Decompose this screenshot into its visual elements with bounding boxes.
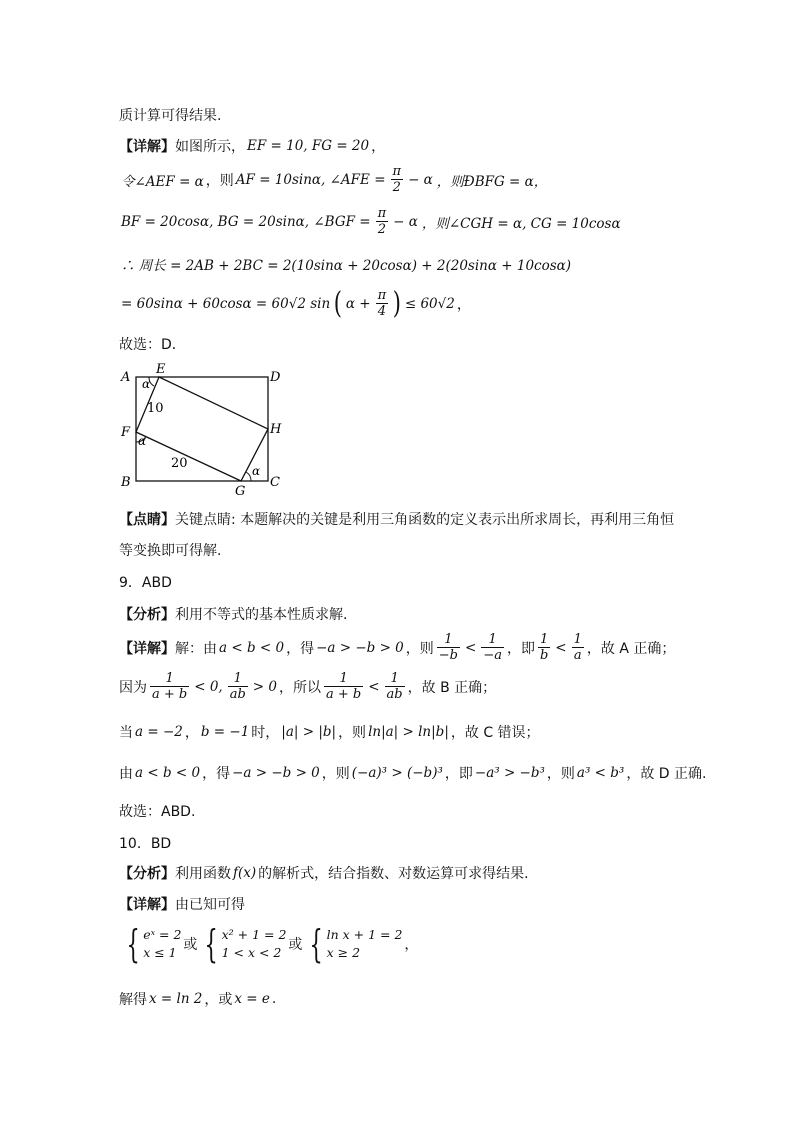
- text: ，故 A 正确；: [586, 640, 676, 657]
- text: 因为: [119, 679, 147, 696]
- math-expr: −a > −b > 0: [232, 765, 320, 781]
- numerator: π: [377, 206, 387, 221]
- remark-text: 关键点睛: 本题解决的关键是利用三角函数的定义表示出所求周长，再利用三角恒: [175, 512, 675, 528]
- text: ，则: [546, 766, 575, 782]
- brace: {: [309, 922, 324, 966]
- fraction: [150, 671, 189, 702]
- problem-heading: [119, 572, 172, 592]
- remark-line: [119, 509, 674, 529]
- denominator: ab: [229, 687, 246, 702]
- punct: ，: [404, 937, 419, 953]
- fraction: [324, 671, 363, 702]
- math-expr: b = −1: [200, 724, 250, 740]
- alpha-label-g: α: [252, 464, 261, 478]
- numerator: 1: [539, 632, 549, 647]
- denominator: b: [539, 648, 549, 663]
- right-paren: ): [392, 285, 402, 321]
- text: 利用函数: [175, 866, 231, 882]
- answer-line: [119, 334, 186, 354]
- math-expr: 令∠AEF = α: [121, 173, 204, 190]
- text: ，则: [338, 725, 367, 741]
- denominator: −b: [438, 648, 458, 663]
- text: ，得: [202, 766, 231, 782]
- detail-line: [119, 763, 706, 783]
- math-line: [119, 164, 549, 195]
- system-row: x ≥ 2: [326, 945, 361, 960]
- less-than: <: [465, 639, 477, 656]
- text: ，故 C 错误；: [450, 725, 540, 741]
- vertex-label-c: C: [270, 475, 280, 490]
- text: 解：由: [175, 640, 217, 657]
- math-expr: ln|a| > ln|b|: [368, 724, 449, 740]
- problem-heading: [119, 833, 171, 853]
- detail-line: [119, 894, 245, 914]
- denominator: ab: [386, 687, 403, 702]
- numerator: 1: [444, 632, 453, 647]
- analysis-tag: 【分析】: [119, 607, 175, 623]
- math-expr: f(x): [233, 865, 257, 881]
- less-than: <: [555, 639, 567, 656]
- outer-rectangle: [136, 377, 268, 481]
- vertex-label-f: F: [121, 425, 131, 440]
- denominator: −a: [483, 648, 502, 663]
- answer-line: [119, 801, 195, 821]
- fraction: [228, 671, 248, 702]
- punct: .: [271, 991, 277, 1007]
- perimeter-expr: ∴ 周长 = 2AB + 2BC = 2(10sinα + 20cosα) + 2(20sinα + 10cosα): [121, 258, 572, 274]
- rectangle-figure: [112, 362, 302, 497]
- numerator: 1: [339, 671, 348, 686]
- denominator: 2: [392, 180, 401, 195]
- or-text: 或: [183, 937, 198, 953]
- alpha-label-a: α: [142, 377, 151, 391]
- fraction: [437, 632, 460, 663]
- punct: ，: [371, 139, 386, 155]
- length-label-fg: 20: [171, 456, 188, 471]
- text: 如图所示，: [175, 139, 245, 155]
- text: ，故 B 正确；: [407, 679, 497, 696]
- remark-text: 等变换即可得解.: [119, 543, 222, 559]
- denominator: a + b: [152, 687, 188, 702]
- detail-tag: 【详解】: [119, 139, 175, 155]
- numerator: 1: [233, 671, 242, 686]
- vertex-label-g: G: [235, 484, 246, 497]
- left-paren: (: [333, 285, 343, 321]
- text: 由已知可得: [175, 897, 245, 913]
- detail-line: [119, 671, 496, 702]
- math-expr: (−a)³ > (−b)³: [351, 765, 443, 781]
- numerator: 1: [390, 671, 399, 686]
- continuation-text: 质计算可得结果.: [119, 108, 222, 124]
- numerator: 1: [488, 632, 497, 647]
- denominator: a: [573, 648, 582, 663]
- fraction: [385, 671, 405, 702]
- text: ，则: [205, 172, 234, 189]
- analysis-text: 利用不等式的基本性质求解.: [175, 607, 348, 623]
- math-expr: − α: [408, 171, 433, 188]
- inner-rectangle: [136, 377, 268, 481]
- text: ，即: [444, 766, 473, 782]
- denominator: a + b: [326, 687, 362, 702]
- fraction: [391, 164, 404, 195]
- text: ，或: [204, 992, 233, 1008]
- math-expr: −a > −b > 0: [316, 639, 404, 656]
- text: ，则: [405, 640, 434, 657]
- detail-tag: 【详解】: [119, 897, 175, 913]
- math-expr: a < b < 0: [219, 639, 285, 656]
- answer-text: 故选：D．: [119, 337, 186, 353]
- text: ，则: [321, 766, 350, 782]
- problem-number: 10．BD: [119, 836, 172, 852]
- system-row: x ≤ 1: [143, 945, 177, 960]
- fraction: [572, 632, 584, 663]
- detail-tag: 【详解】: [119, 640, 175, 657]
- vertex-label-e: E: [156, 362, 166, 377]
- detail-line: [119, 722, 540, 742]
- math-expr: EF = 10, FG = 20: [247, 138, 370, 154]
- text: 时，: [251, 725, 280, 741]
- math-expr: = 60sinα + 60cosα = 60√2 sin: [121, 295, 331, 312]
- denominator: 2: [377, 222, 386, 237]
- detail-line: [119, 136, 385, 156]
- math-expr: a³ < b³: [576, 765, 625, 781]
- math-expr: −a³ > −b³: [474, 765, 545, 781]
- system-row: ln x + 1 = 2: [326, 927, 403, 942]
- math-line: [119, 285, 471, 321]
- denominator: 4: [377, 304, 386, 319]
- length-label-ef: 10: [147, 401, 164, 416]
- vertex-label-a: A: [121, 370, 131, 385]
- analysis-line: [119, 863, 529, 883]
- math-expr: x = ln 2: [149, 991, 203, 1007]
- solution-line: [119, 989, 276, 1009]
- numerator: 1: [573, 632, 582, 647]
- text: 当: [119, 725, 133, 741]
- text-line: [119, 540, 221, 560]
- detail-line: [119, 632, 675, 663]
- text: 的解析式，结合指数、对数运算可求得结果.: [258, 866, 529, 882]
- text: 解得: [119, 992, 147, 1008]
- punct: ，: [456, 296, 471, 313]
- problem-number: 9．ABD: [119, 575, 172, 591]
- math-expr: − α: [393, 213, 418, 230]
- math-expr: a < b < 0: [135, 765, 201, 781]
- text: 由: [119, 766, 133, 782]
- fraction: [376, 206, 389, 237]
- numerator: 1: [165, 671, 174, 686]
- math-expr: α +: [345, 295, 371, 312]
- math-expr: > 0: [252, 678, 277, 695]
- less-than: <: [368, 678, 380, 695]
- analysis-line: [119, 604, 347, 624]
- or-text: 或: [288, 937, 303, 953]
- math-line: [119, 254, 573, 274]
- fraction: [376, 288, 389, 319]
- math-expr: ≤ 60√2: [404, 295, 455, 312]
- analysis-tag: 【分析】: [119, 866, 175, 882]
- equation-system: [199, 922, 287, 966]
- text: ，所以: [279, 679, 321, 696]
- math-expr: AF = 10sinα, ∠AFE =: [235, 171, 386, 188]
- system-row: eˣ = 2: [143, 927, 182, 942]
- alpha-label-f: α: [138, 434, 147, 448]
- vertex-label-h: H: [270, 422, 282, 437]
- math-expr: < 0,: [194, 678, 223, 695]
- math-line: [119, 206, 623, 237]
- text: ，: [184, 725, 199, 741]
- math-expr: ，则∠CGH = α, CG = 10cosα: [421, 215, 621, 232]
- equation-system: [304, 922, 403, 966]
- vertex-label-b: B: [121, 475, 131, 490]
- math-expr: |a| > |b|: [281, 724, 337, 740]
- text: ，故 D 正确.: [626, 766, 707, 782]
- math-expr: BF = 20cosα, BG = 20sinα, ∠BGF =: [121, 213, 371, 230]
- math-expr: a = −2: [135, 724, 183, 740]
- text: ，得: [286, 640, 315, 657]
- math-expr: ，则ÐBFG = α，: [436, 173, 548, 190]
- math-expr: x = e: [234, 991, 270, 1007]
- vertex-label-d: D: [270, 370, 281, 385]
- equation-system-line: [119, 922, 419, 966]
- brace: {: [204, 922, 219, 966]
- system-row: 1 < x < 2: [221, 945, 282, 960]
- brace: {: [126, 922, 140, 966]
- fraction: [481, 632, 504, 663]
- equation-system: [121, 922, 182, 966]
- remark-tag: 【点睛】: [119, 512, 175, 528]
- fraction: [538, 632, 550, 663]
- angle-arc-g: [246, 472, 251, 481]
- numerator: π: [392, 164, 402, 179]
- text-line: [119, 105, 221, 125]
- system-row: x² + 1 = 2: [221, 927, 287, 942]
- text: ，即: [506, 640, 535, 657]
- answer-text: 故选：ABD.: [119, 804, 196, 820]
- numerator: π: [377, 288, 387, 303]
